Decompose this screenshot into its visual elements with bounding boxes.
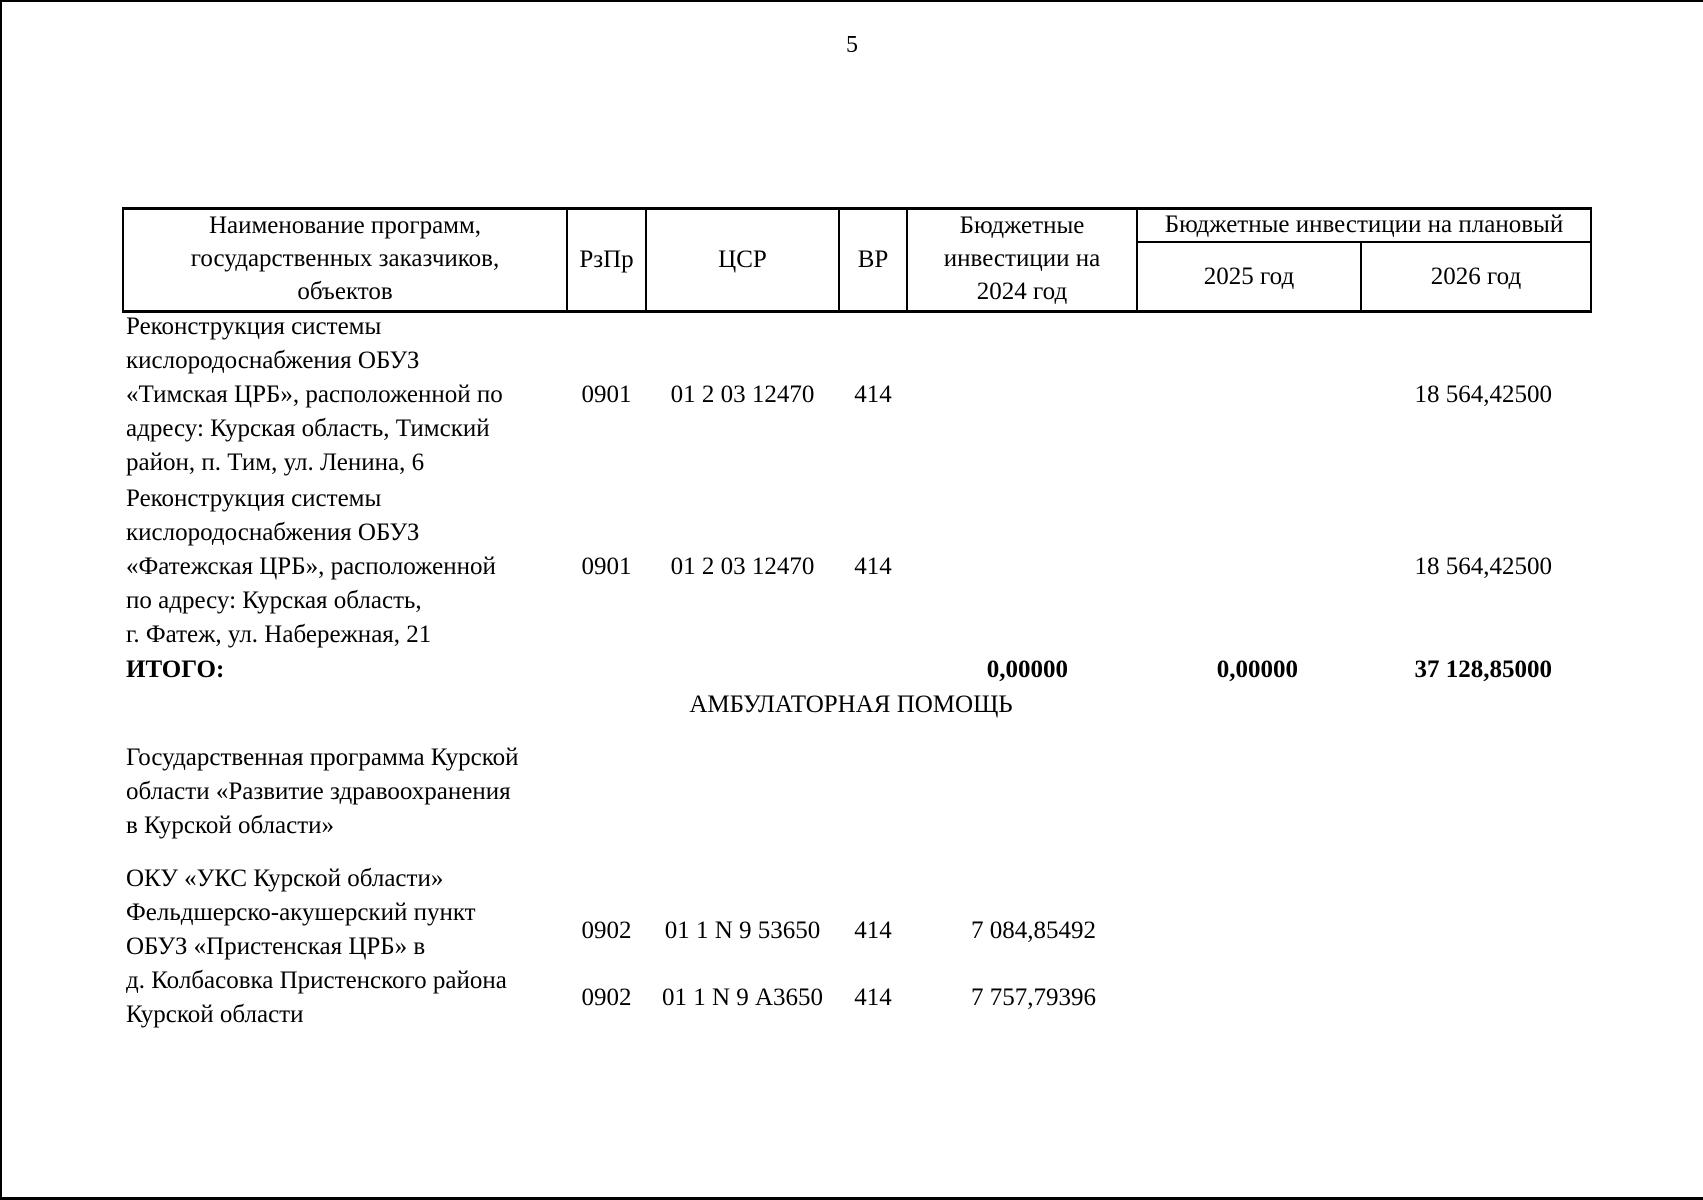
scan-edge-top <box>0 0 1703 2</box>
row-name-line: район, п. Тим, ул. Ленина, 6 <box>126 449 425 476</box>
object-name-line: Курской области <box>126 1001 304 1028</box>
row-name-line: по адресу: Курская область, <box>126 587 422 614</box>
row-2026: 18 564,42500 <box>1414 553 1552 580</box>
row-name-line: Реконструкция системы <box>126 313 382 340</box>
header-name-line: государственных заказчиков, <box>190 245 500 272</box>
header-planned: Бюджетные инвестиции на плановый <box>1164 211 1564 238</box>
object-inv2024: 7 757,79396 <box>971 984 1096 1011</box>
program-name-line: области «Развитие здравоохранения <box>126 778 511 805</box>
row-csr: 01 2 03 12470 <box>670 381 815 408</box>
row-name-line: Реконструкция системы <box>126 485 382 512</box>
program-name <box>126 741 518 843</box>
row-name-line: кислородоснабжения ОБУЗ <box>126 519 420 546</box>
header-inv2024-line: Бюджетные <box>959 212 1085 239</box>
program-name-line: в Курской области» <box>126 812 335 839</box>
object-rzpr: 0902 <box>581 917 632 944</box>
header-inv2024-line: 2024 год <box>976 278 1068 305</box>
object-vr: 414 <box>854 917 892 944</box>
header-inv2024 <box>908 209 1136 308</box>
row-vr: 414 <box>854 381 892 408</box>
row-name-line: «Фатежская ЦРБ», расположенной <box>126 553 496 580</box>
customer-name: ОКУ «УКС Курской области» <box>126 865 444 892</box>
row-2026: 18 564,42500 <box>1414 381 1552 408</box>
header-name <box>124 209 566 308</box>
total-2025: 0,00000 <box>1216 656 1298 683</box>
scan-edge-left <box>0 0 2 1200</box>
row-name <box>126 482 496 652</box>
object-name-line: ОБУЗ «Пристенская ЦРБ» в <box>126 933 426 960</box>
header-subdivider <box>1136 241 1592 243</box>
row-csr: 01 2 03 12470 <box>670 553 815 580</box>
object-inv2024: 7 084,85492 <box>971 917 1096 944</box>
header-inv2024-line: инвестиции на <box>943 245 1101 272</box>
row-name-line: адресу: Курская область, Тимский <box>126 415 490 442</box>
header-name-line: Наименование программ, <box>208 212 482 239</box>
object-csr: 01 1 N 9 53650 <box>664 917 821 944</box>
object-vr: 414 <box>854 984 892 1011</box>
row-name <box>126 310 503 480</box>
header-2025: 2025 год <box>1203 263 1295 290</box>
total-label: ИТОГО: <box>126 656 225 683</box>
section-title: АМБУЛАТОРНАЯ ПОМОЩЬ <box>689 691 1013 718</box>
row-name-line: кислородоснабжения ОБУЗ <box>126 347 420 374</box>
row-name-line: г. Фатеж, ул. Набережная, 21 <box>126 621 432 648</box>
header-vr: ВР <box>857 246 889 273</box>
row-rzpr: 0901 <box>581 553 632 580</box>
total-inv2024: 0,00000 <box>986 656 1068 683</box>
row-rzpr: 0901 <box>581 381 632 408</box>
total-2026: 37 128,85000 <box>1414 656 1552 683</box>
header-csr: ЦСР <box>718 246 767 273</box>
header-name-line: объектов <box>297 278 393 305</box>
object-name-line: д. Колбасовка Пристенского района <box>126 967 507 994</box>
header-rzpr: РзПр <box>579 246 634 273</box>
object-rzpr: 0902 <box>581 984 632 1011</box>
header-col-line <box>1590 207 1592 313</box>
program-name-line: Государственная программа Курской <box>126 744 519 771</box>
object-csr: 01 1 N 9 А3650 <box>661 984 824 1011</box>
page-number: 5 <box>846 32 858 58</box>
object-name <box>126 896 507 1032</box>
header-2026: 2026 год <box>1430 263 1522 290</box>
row-name-line: «Тимская ЦРБ», расположенной по <box>126 381 503 408</box>
row-vr: 414 <box>854 553 892 580</box>
object-name-line: Фельдшерско-акушерский пункт <box>126 899 476 926</box>
